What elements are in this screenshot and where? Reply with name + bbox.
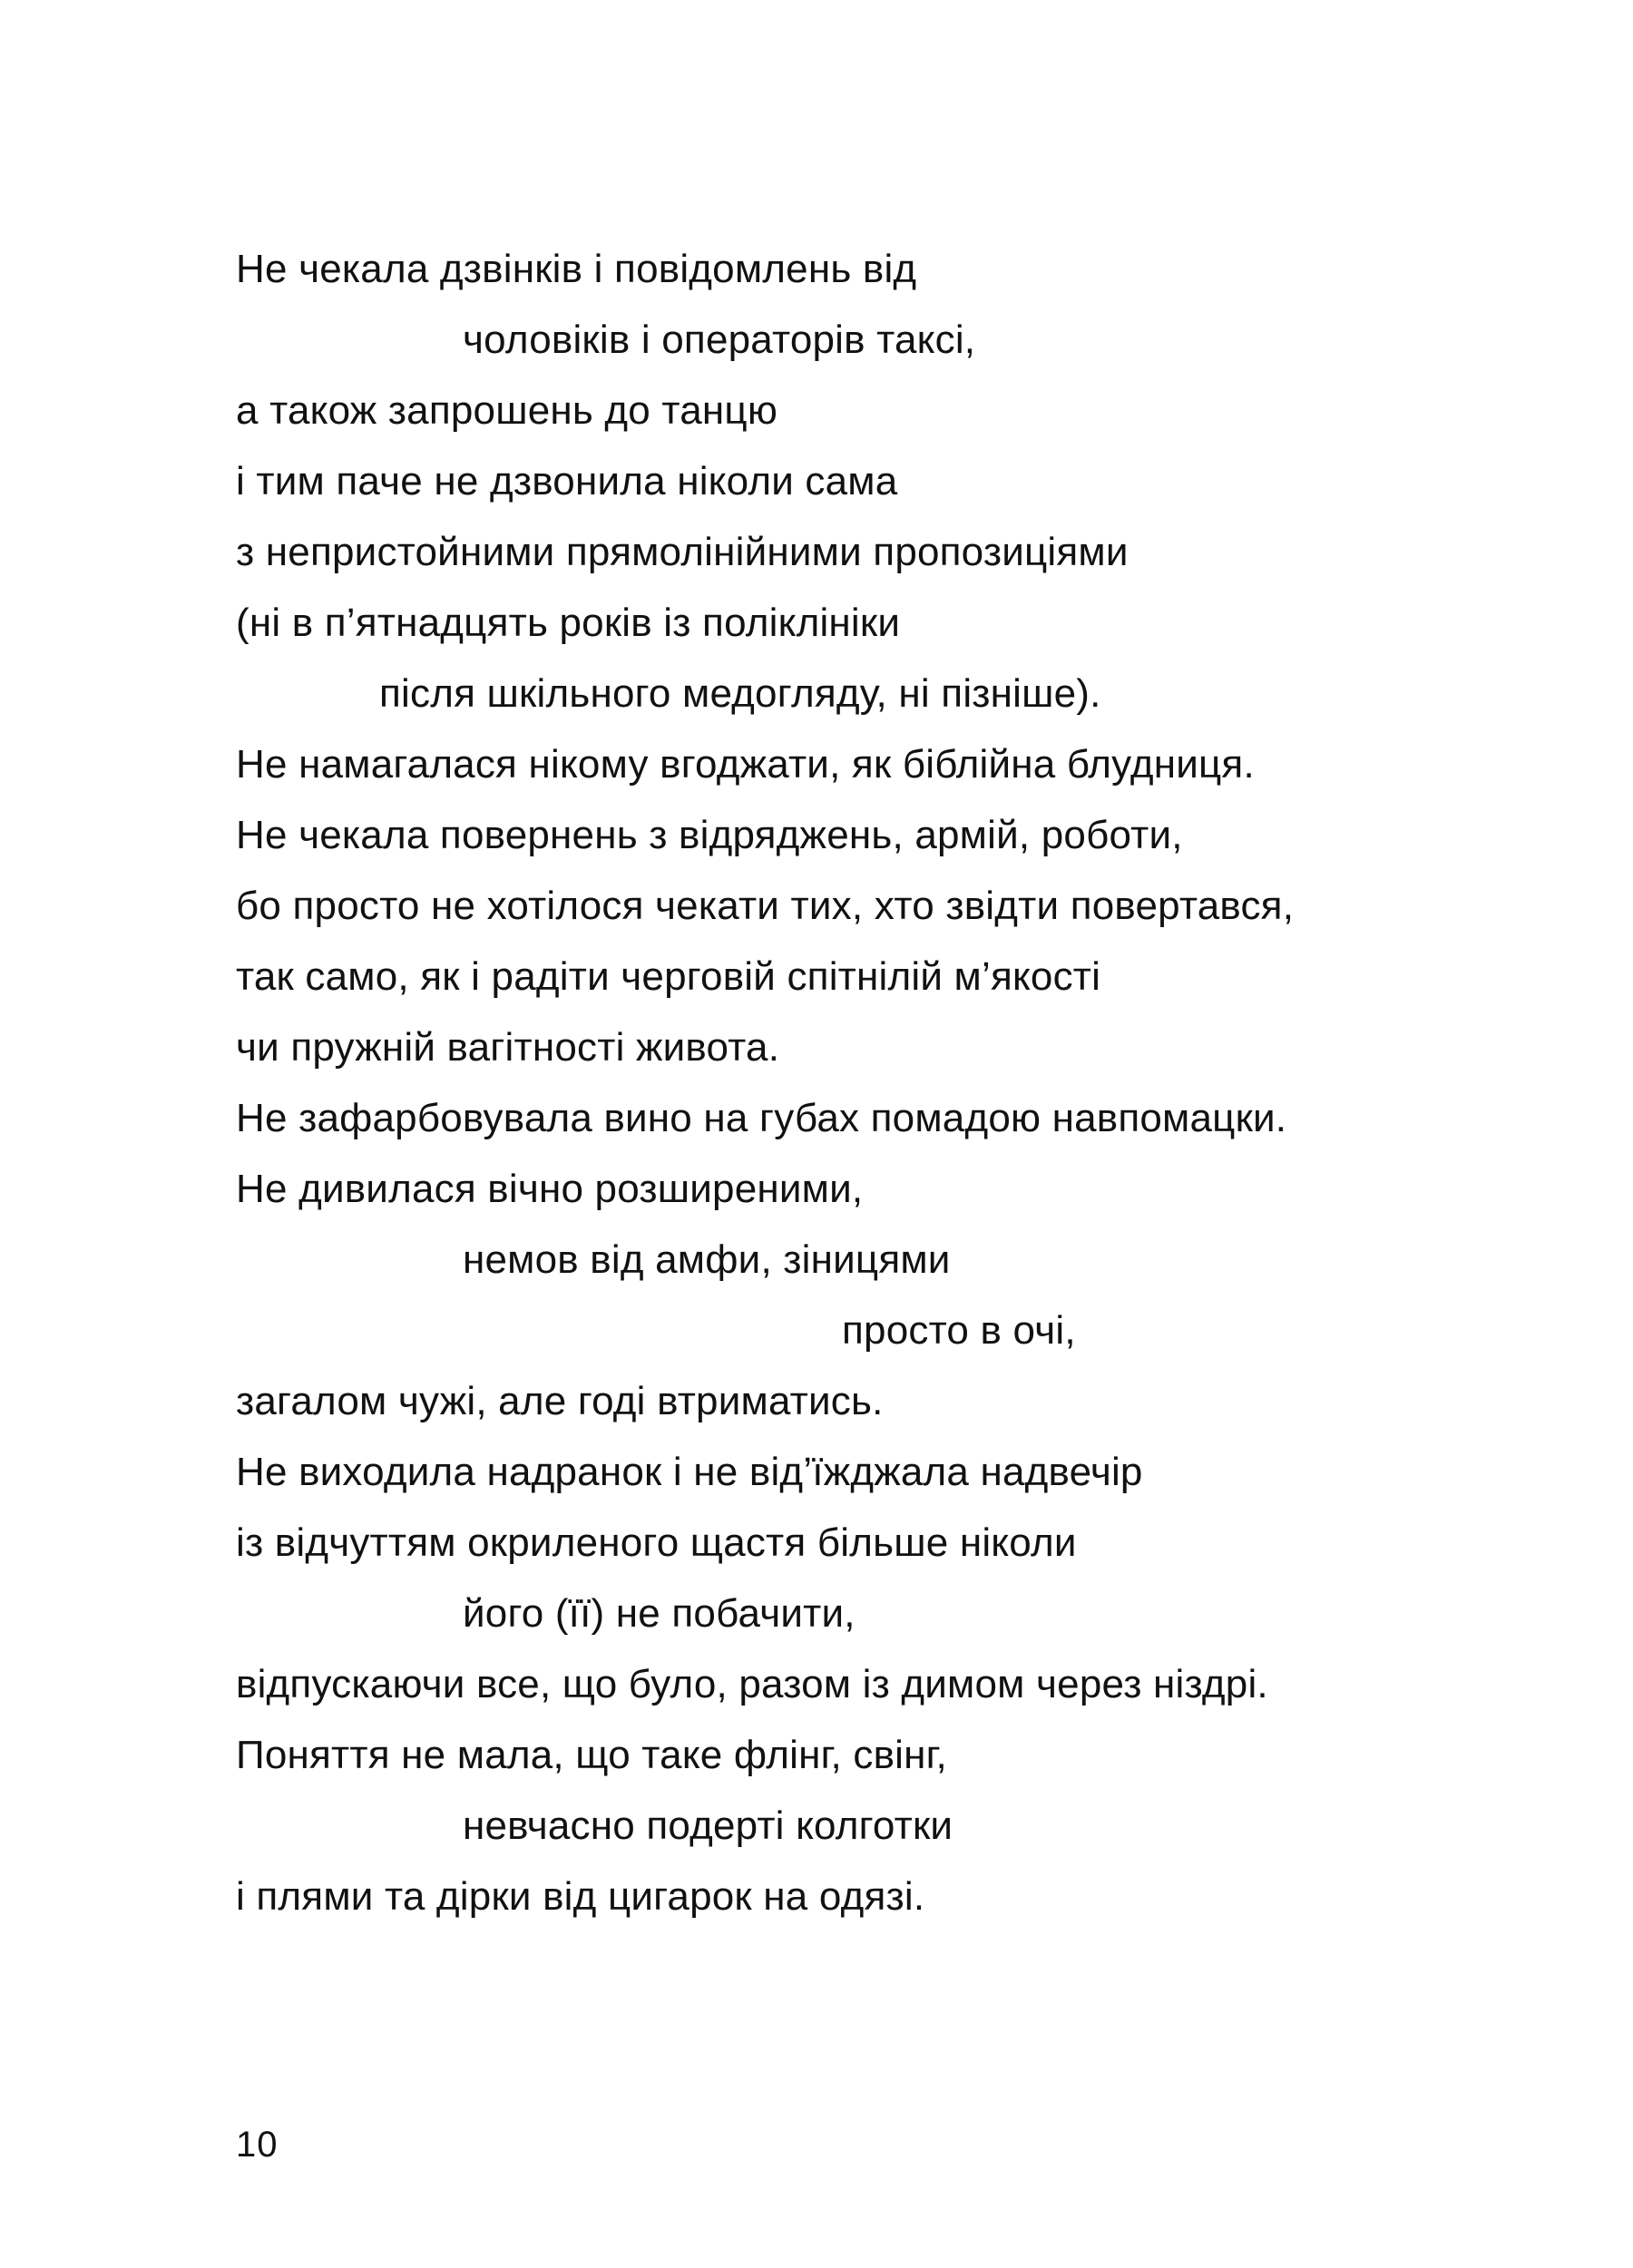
poem-line: Не чекала повернень з відряджень, армій, роботи, (236, 813, 1183, 857)
poem-line: так само, як і радіти черговій спітнілій м’якості (236, 954, 1101, 999)
poem-line: після шкільного медогляду, ні пізніше). (379, 671, 1101, 716)
poem-line: Не зафарбовувала вино на губах помадою навпомацки. (236, 1096, 1287, 1140)
poem-line: Не дивилася вічно розширеними, (236, 1167, 864, 1211)
poem-line: Не чекала дзвінків і повідомлень від (236, 247, 917, 291)
poem-line: із відчуттям окриленого щастя більше ніколи (236, 1520, 1077, 1565)
poem-line: Не виходила надранок і не від’їжджала надвечір (236, 1450, 1143, 1494)
poem-line: невчасно подерті колготки (463, 1804, 953, 1848)
poem-line: просто в очі, (842, 1308, 1076, 1353)
poem-line: Не намагалася нікому вгоджати, як біблійна блудниця. (236, 742, 1255, 787)
poem-line: Поняття не мала, що таке флінг, свінг, (236, 1733, 947, 1777)
poem-line: відпускаючи все, що було, разом із димом через ніздрі. (236, 1662, 1268, 1706)
poem-line: немов від амфи, зіницями (463, 1237, 951, 1282)
poem-line: (ні в п’ятнадцять років із поліклініки (236, 601, 901, 645)
page-number: 10 (236, 2125, 279, 2165)
poem-line: чоловіків і операторів таксі, (463, 318, 976, 362)
poem-line: чи пружній вагітності живота. (236, 1025, 780, 1070)
poem-line: його (її) не побачити, (463, 1591, 856, 1636)
poem-line: і плями та дірки від цигарок на одязі. (236, 1874, 925, 1919)
poem-text (236, 234, 1524, 1932)
poem-line: з непристойними прямолінійними пропозиціями (236, 530, 1129, 574)
poem-line: бо просто не хотілося чекати тих, хто звідти повертався, (236, 884, 1295, 928)
poem-line: а також запрошень до танцю (236, 388, 778, 433)
poem-line: загалом чужі, але годі втриматись. (236, 1379, 884, 1423)
poem-line: і тим паче не дзвонила ніколи сама (236, 459, 898, 503)
